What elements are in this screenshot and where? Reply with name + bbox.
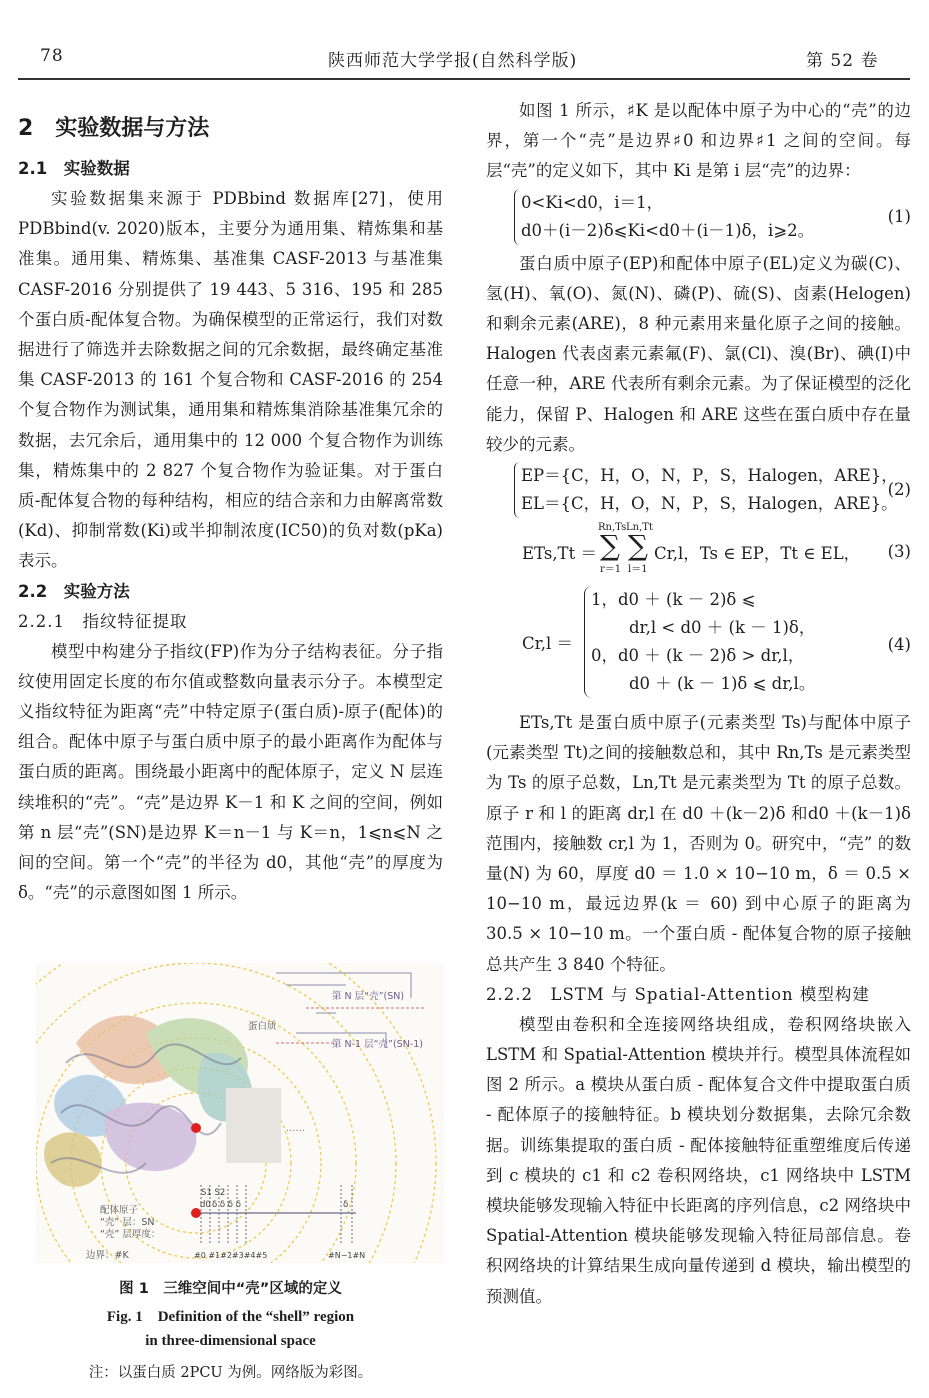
eq4-line-2: dr,l < d0 ＋ (k － 1)δ， [629,618,816,638]
equation-4 [486,586,911,704]
paragraph-dataset: 实验数据集来源于 PDBbind 数据库[27]，使用 PDBbind(v. 2020)版本，主要分为通用集、精炼集和基准集。通用集、精炼集、基准集 CASF-2013 与基准集 CASF-2016 分别提供了 19 443、5 316、195 和 285 个蛋白质-配体复合物。为确保模型的正常运行，我们对数据进行了筛选并去除数据之间的冗余数据，最终确定基准集 CASF-2013 的 161 个复合物和 CASF-2016 的 254 个复合物作为测试集，通用集和精炼集消除基准集冗余的数据，去冗余后，通用集中的 12 000 个复合物作为训练集，精炼集中的 2 827 个复合物作为验证集。对于蛋白质-配体复合物的每种结构，相应的结合亲和力由解离常数(Kd)、抑制常数(Ki)或半抑制浓度(IC50)的负对数(pKa)表示。 [18,189,443,571]
eq4-number: (4) [887,635,911,655]
journal-title: 陕西师范大学学报(自然科学版) [328,51,578,71]
header-rule [18,78,910,80]
eq3-number: (3) [887,542,911,562]
ligand-atom-marker [191,1123,201,1133]
label-ticks: #0 #1#2#3#4#5 [194,1251,268,1260]
eq1-line-1: 0<Ki<d0，i＝1， [521,192,664,212]
eq2-line-2: EL＝{C，H，O，N，P，S，Halogen，ARE}。 [521,494,898,514]
sum-symbol-icon: ∑ [600,529,620,563]
equation-3 [486,522,911,582]
page-number: 78 [40,46,64,66]
equation-1 [486,189,911,245]
label-ticks-last: #N−1#N [328,1251,366,1260]
eq3-sum2-bot: l＝1 [628,564,648,576]
label-delta-last: δ [343,1200,349,1210]
label-shell-thickness: “壳” 层厚度： [100,1229,161,1240]
figure-caption-en-1: Fig. 1 Definition of the “shell” region [106,1309,355,1325]
subsection-2-1-title: 2.1 实验数据 [18,159,130,178]
paragraph-elements: 蛋白质中原子(EP)和配体中原子(EL)定义为碳(C)、氢(H)、氧(O)、氮(N)、磷(P)、硫(S)、卤素(Helogen)和剩余元素(ARE)，8 种元素用来量化原子之间的接触。Halogen 代表卤素元素氟(F)、氯(Cl)、溴(Br)、碘(I)中任意一种，ARE 代表所有剩余元素。为了保证模型的泛化能力，保留 P、Halogen 和 ARE 这些在蛋白质中存在量较少的元素。 [486,253,911,454]
shell-diagram-svg [36,963,444,1263]
eq4-line-1: 1，d0 ＋ (k － 2)δ ⩽ [591,590,756,610]
label-boundary: 边界：#K [86,1250,129,1261]
eq2-number: (2) [887,480,911,500]
label-protein: 蛋白质 [248,1021,277,1032]
subsection-2-2-title: 2.2 实验方法 [18,581,130,601]
left-column [18,96,443,908]
section-title: 2 实验数据与方法 [18,116,210,141]
label-shell-n: 第 N 层“壳”(SN) [332,991,405,1002]
eq1-line-2: d0＋(i－2)δ⩽Ki<d0＋(i－1)δ，i⩾2。 [521,220,815,240]
figure-caption-cn: 图 1 三维空间中“壳”区域的定义 [119,1281,342,1297]
ligand-region [226,1088,281,1163]
eq3-lhs: ETs,Tt ＝ [522,544,597,564]
figure-note: 注：以蛋白质 2PCU 为例。网络版为彩图。 [88,1365,373,1381]
paragraph-fingerprint: 模型中构建分子指纹(FP)作为分子结构表征。分子指纹使用固定长度的布尔值或整数向量表示分子。本模型定义指纹特征为距离“壳”中特定原子(蛋白质)-原子(配体)的组合。配体中原子与蛋白质中原子的最小距离作为配体与蛋白质的距离。围绕最小距离中的配体原子，定义 N 层连续堆积的“壳”。“壳”是边界 K－1 和 K 之间的空间，例如第 n 层“壳”(SN)是边界 K＝n－1 与 K＝n，1⩽n⩽N 之间的空间。第一个“壳”的半径为 d0，其他“壳”的厚度为 δ。“壳”的示意图如图 1 所示。 [18,641,443,903]
protein-ribbon [44,1016,252,1187]
label-d0: d0 [200,1200,211,1210]
volume-label: 第 52 卷 [806,51,879,71]
label-dots: …… [286,1123,305,1134]
eq4-line-4: d0 ＋ (k － 1)δ ⩽ dr,l。 [629,674,816,694]
equation-2 [486,462,911,518]
eq3-rhs: Cr,l，Ts ∈ EP，Tt ∈ EL， [654,544,861,564]
subsection-2-2-2-title: 2.2.2 LSTM 与 Spatial-Attention 模型构建 [486,984,870,1004]
right-column [486,96,911,1312]
eq3-sum2-top: Ln,Tt [626,522,653,534]
eq3-sum1-bot: r＝1 [600,564,622,576]
label-s-layers: S1 S2 [201,1188,226,1198]
paragraph-model: 模型由卷积和全连接网络块组成，卷积网络块嵌入 LSTM 和 Spatial-Attention 模块并行。模型具体流程如图 2 所示。a 模块从蛋白质 - 配体复合文件中提取蛋白质 - 配体原子的接触特征。b 模块划分数据集，去除冗余数据。训练集提取的蛋白质 - 配体接触特征重塑维度后传递到 c 模块的 c1 和 c2 卷积网络块，c1 网络块中 LSTM 模块能够发现输入特征中长距离的序列信息，c2 网络块中 Spatial-Attention 模块能够发现输入特征局部信息。卷积网络块的计算结果生成向量传递到 d 模块，输出模型的预测值。 [486,1014,911,1306]
eq1-number: (1) [887,206,911,226]
eq4-line-3: 0，d0 ＋ (k － 2)δ > dr,l， [591,646,805,666]
label-ligand-atom: 配体原子 [100,1205,139,1216]
label-shell-layer: “壳” 层：SN [100,1217,155,1228]
eq4-lhs: Cr,l ＝ [522,634,573,654]
label-shell-n1: 第 N-1 层“壳”(SN-1) [332,1039,423,1050]
eq3-sum1-top: Rn,Ts [598,522,627,534]
figure-shell-diagram [36,963,444,1263]
subsection-2-2-1-title: 2.2.1 指纹特征提取 [18,611,188,631]
paragraph-shell-boundary: 如图 1 所示，♯K 是以配体中原子为中心的“壳”的边界，第一个“壳”是边界♯0 和边界♯1 之间的空间。每层“壳”的定义如下，其中 Ki 是第 i 层“壳”的边界： [486,101,911,181]
eq2-line-1: EP＝{C，H，O，N，P，S，Halogen，ARE}， [521,466,898,486]
label-delta: δ δ δ δ [212,1200,241,1210]
figure-caption-en-2: in three-dimensional space [145,1333,316,1349]
sum-symbol-icon: ∑ [628,529,648,563]
paragraph-contact-count: ETs,Tt 是蛋白质中原子(元素类型 Ts)与配体中原子(元素类型 Tt)之间的接触数总和，其中 Rn,Ts 是元素类型为 Ts 的原子总数，Ln,Tt 是元素类型为 Tt 的原子总数。原子 r 和 l 的距离 dr,l 在 d0 ＋(k－2)δ 和d0 ＋(k－1)δ 范围内，接触数 cr,l 为 1，否则为 0。研究中，“壳” 的数量(N) 为 60，厚度 d0 ＝ 1.0 × 10−10 m，δ ＝ 0.5 × 10−10 m，最远边界(k ＝ 60) 到中心原子的距离为 30.5 × 10−10 m。一个蛋白质 - 配体复合物的原子接触总共产生 3 840 个特征。 [486,713,911,974]
